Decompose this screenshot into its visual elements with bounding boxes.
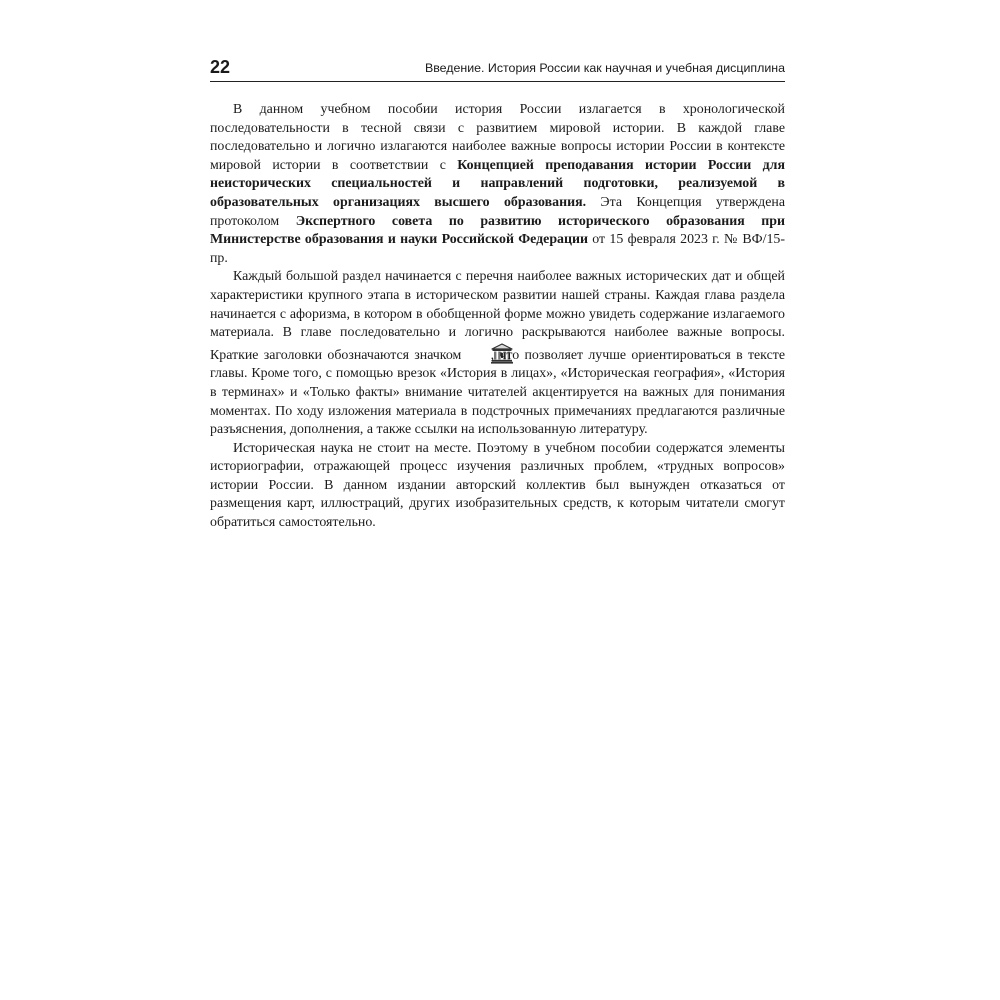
- paragraph-1-text-c: от 15 февраля 2023 г. № ВФ/15-пр.: [210, 232, 785, 266]
- museum-building-icon: [468, 343, 490, 364]
- concept-title-bold: Концепцией преподавания истории России для неисторических специальностей и направлений подготовки, реализуемой в образовательных организациях высшего образования.: [210, 157, 785, 210]
- paragraph-1-text-b: Эта Концепция утверждена протоколом: [210, 194, 785, 229]
- paragraph-3-text-a: Историческая наука не стоит на месте. Поэтому в учебном пособии содержатся элементы историографии, отражающей процесс изучения различных проблем, «трудных вопросов» истории России. В данном издании авторский коллектив был вынужден отказаться от размещения карт, иллюстраций, других изобразительных средств, к которым читатели смогут обратиться самостоятельно.: [210, 440, 785, 531]
- paragraph-3: [210, 440, 785, 533]
- page-number: 22: [210, 57, 231, 77]
- paragraph-1: [210, 101, 785, 268]
- expert-council-bold: Экспертного совета по развитию исторического образования при Министерстве образования и науки Российской Федерации: [210, 213, 785, 248]
- running-header: [210, 55, 785, 82]
- body-text: [210, 101, 785, 533]
- paragraph-2: [210, 268, 785, 439]
- running-header-title: Введение. История России как научная и учебная дисциплина: [424, 61, 785, 75]
- paragraph-2-text-b: , что позволяет лучше ориентироваться в тексте главы. Кроме того, с помощью врезок «История в лицах», «Историческая география», «История в терминах» и «Только факты» внимание читателей акцентируется на важных для понимания моментах. По ходу изложения материала в подстрочных примечаниях предлагаются различные разъяснения, дополнения, а также ссылки на использованную литературу.: [210, 347, 785, 438]
- paragraph-1-text-a: В данном учебном пособии история России излагается в хронологической последовательности в тесной связи с развитием мировой истории. В каждой главе последовательно и логично излагаются наиболее важные вопросы истории России в контексте мировой истории в соответствии с: [210, 102, 785, 173]
- paragraph-2-text-a: Каждый большой раздел начинается с перечня наиболее важных исторических дат и общей характеристики крупного этапа в историческом развитии нашей страны. Каждая глава раздела начинается с афоризма, в котором в обобщенной форме можно увидеть содержание излагаемого материала. В главе последовательно и логично раскрываются наиболее важные вопросы. Краткие заголовки обозначаются значком: [210, 269, 785, 363]
